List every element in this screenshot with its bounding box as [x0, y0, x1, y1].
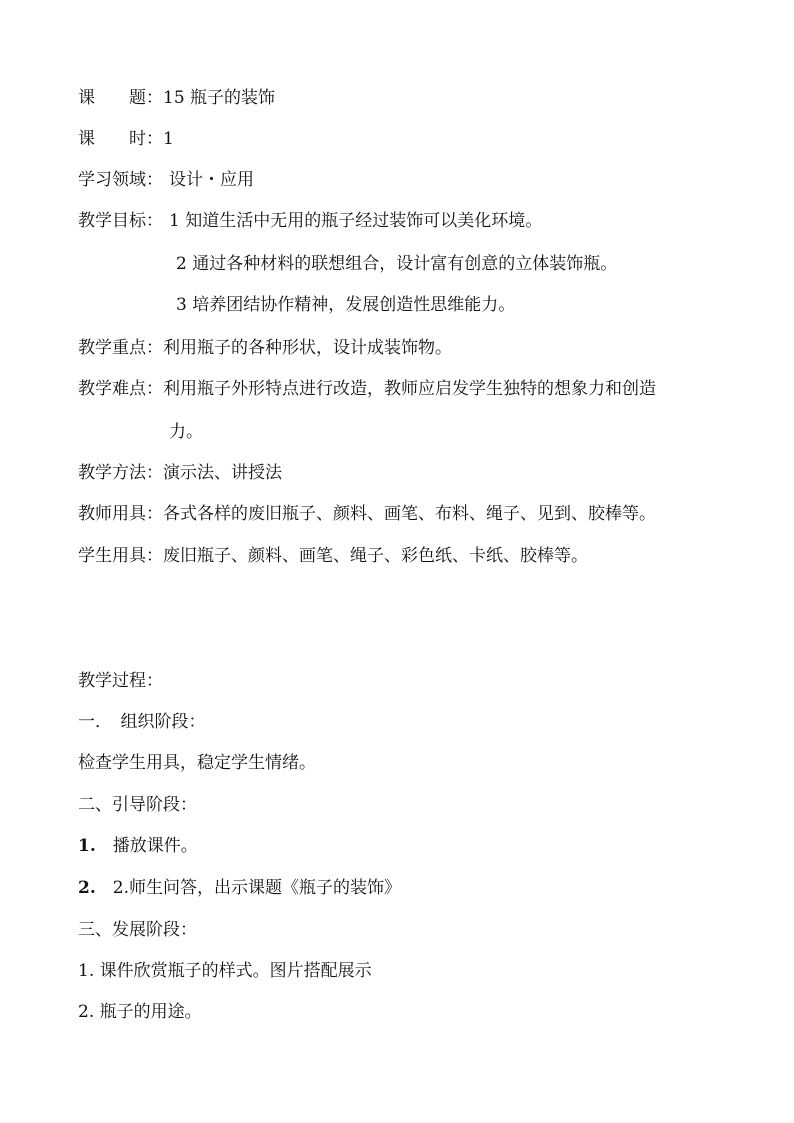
list-item-text: 播放课件。: [95, 836, 198, 856]
period-value: 1: [163, 129, 174, 149]
student-tools-value: 废旧瓶子、颜料、画笔、绳子、彩色纸、卡纸、胶棒等。: [163, 546, 588, 566]
student-tools-row: [78, 546, 588, 566]
key-points-label: 教学重点：: [78, 338, 163, 358]
teacher-tools-value: 各式各样的废旧瓶子、颜料、画笔、布料、绳子、见到、胶棒等。: [163, 504, 656, 524]
field-value: 设计・应用: [169, 170, 254, 190]
methods-row: [78, 463, 282, 483]
section-3-item-2: 2. 瓶子的用途。: [78, 1002, 202, 1022]
objective-item: 1 知道生活中无用的瓶子经过装饰可以美化环境。: [169, 211, 543, 231]
section-2-item-2: [78, 878, 401, 898]
section-2-item-1: [78, 836, 198, 856]
difficulties-value: 利用瓶子外形特点进行改造，教师应启发学生独特的想象力和创造: [163, 379, 656, 399]
list-item-text: 2.师生问答，出示课题《瓶子的装饰》: [95, 878, 401, 898]
teacher-tools-label: 教师用具：: [78, 504, 163, 524]
title-value: 15 瓶子的装饰: [163, 88, 276, 108]
objective-item: 3 培养团结协作精神，发展创造性思维能力。: [176, 295, 516, 315]
difficulties-row: [78, 379, 656, 399]
section-1-text: 检查学生用具，稳定学生情绪。: [78, 753, 316, 773]
objectives-label: 教学目标：: [78, 211, 163, 231]
student-tools-label: 学生用具：: [78, 546, 163, 566]
process-heading: 教学过程：: [78, 671, 163, 691]
list-number: 1.: [78, 836, 96, 856]
teacher-tools-row: [78, 504, 656, 524]
section-2-heading: 二、引导阶段：: [78, 795, 197, 815]
section-3-item-1: 1. 课件欣赏瓶子的样式。图片搭配展示: [78, 961, 372, 981]
period-label: 课 时：: [78, 129, 163, 149]
title-row: [78, 88, 275, 108]
difficulties-label: 教学难点：: [78, 379, 163, 399]
section-1-heading: 一． 组织阶段：: [78, 712, 206, 732]
list-number: 2.: [78, 878, 96, 898]
field-row: [78, 170, 254, 190]
period-row: [78, 129, 174, 149]
objective-item: 2 通过各种材料的联想组合，设计富有创意的立体装饰瓶。: [176, 254, 618, 274]
key-points-value: 利用瓶子的各种形状，设计成装饰物。: [163, 338, 452, 358]
section-3-heading: 三、发展阶段：: [78, 920, 197, 940]
key-points-row: [78, 338, 452, 358]
title-label: 课 题：: [78, 88, 163, 108]
field-label: 学习领域：: [78, 170, 163, 190]
methods-value: 演示法、讲授法: [163, 463, 282, 483]
difficulties-value-continued: 力。: [169, 422, 203, 442]
methods-label: 教学方法：: [78, 463, 163, 483]
objectives-row: [78, 211, 542, 231]
